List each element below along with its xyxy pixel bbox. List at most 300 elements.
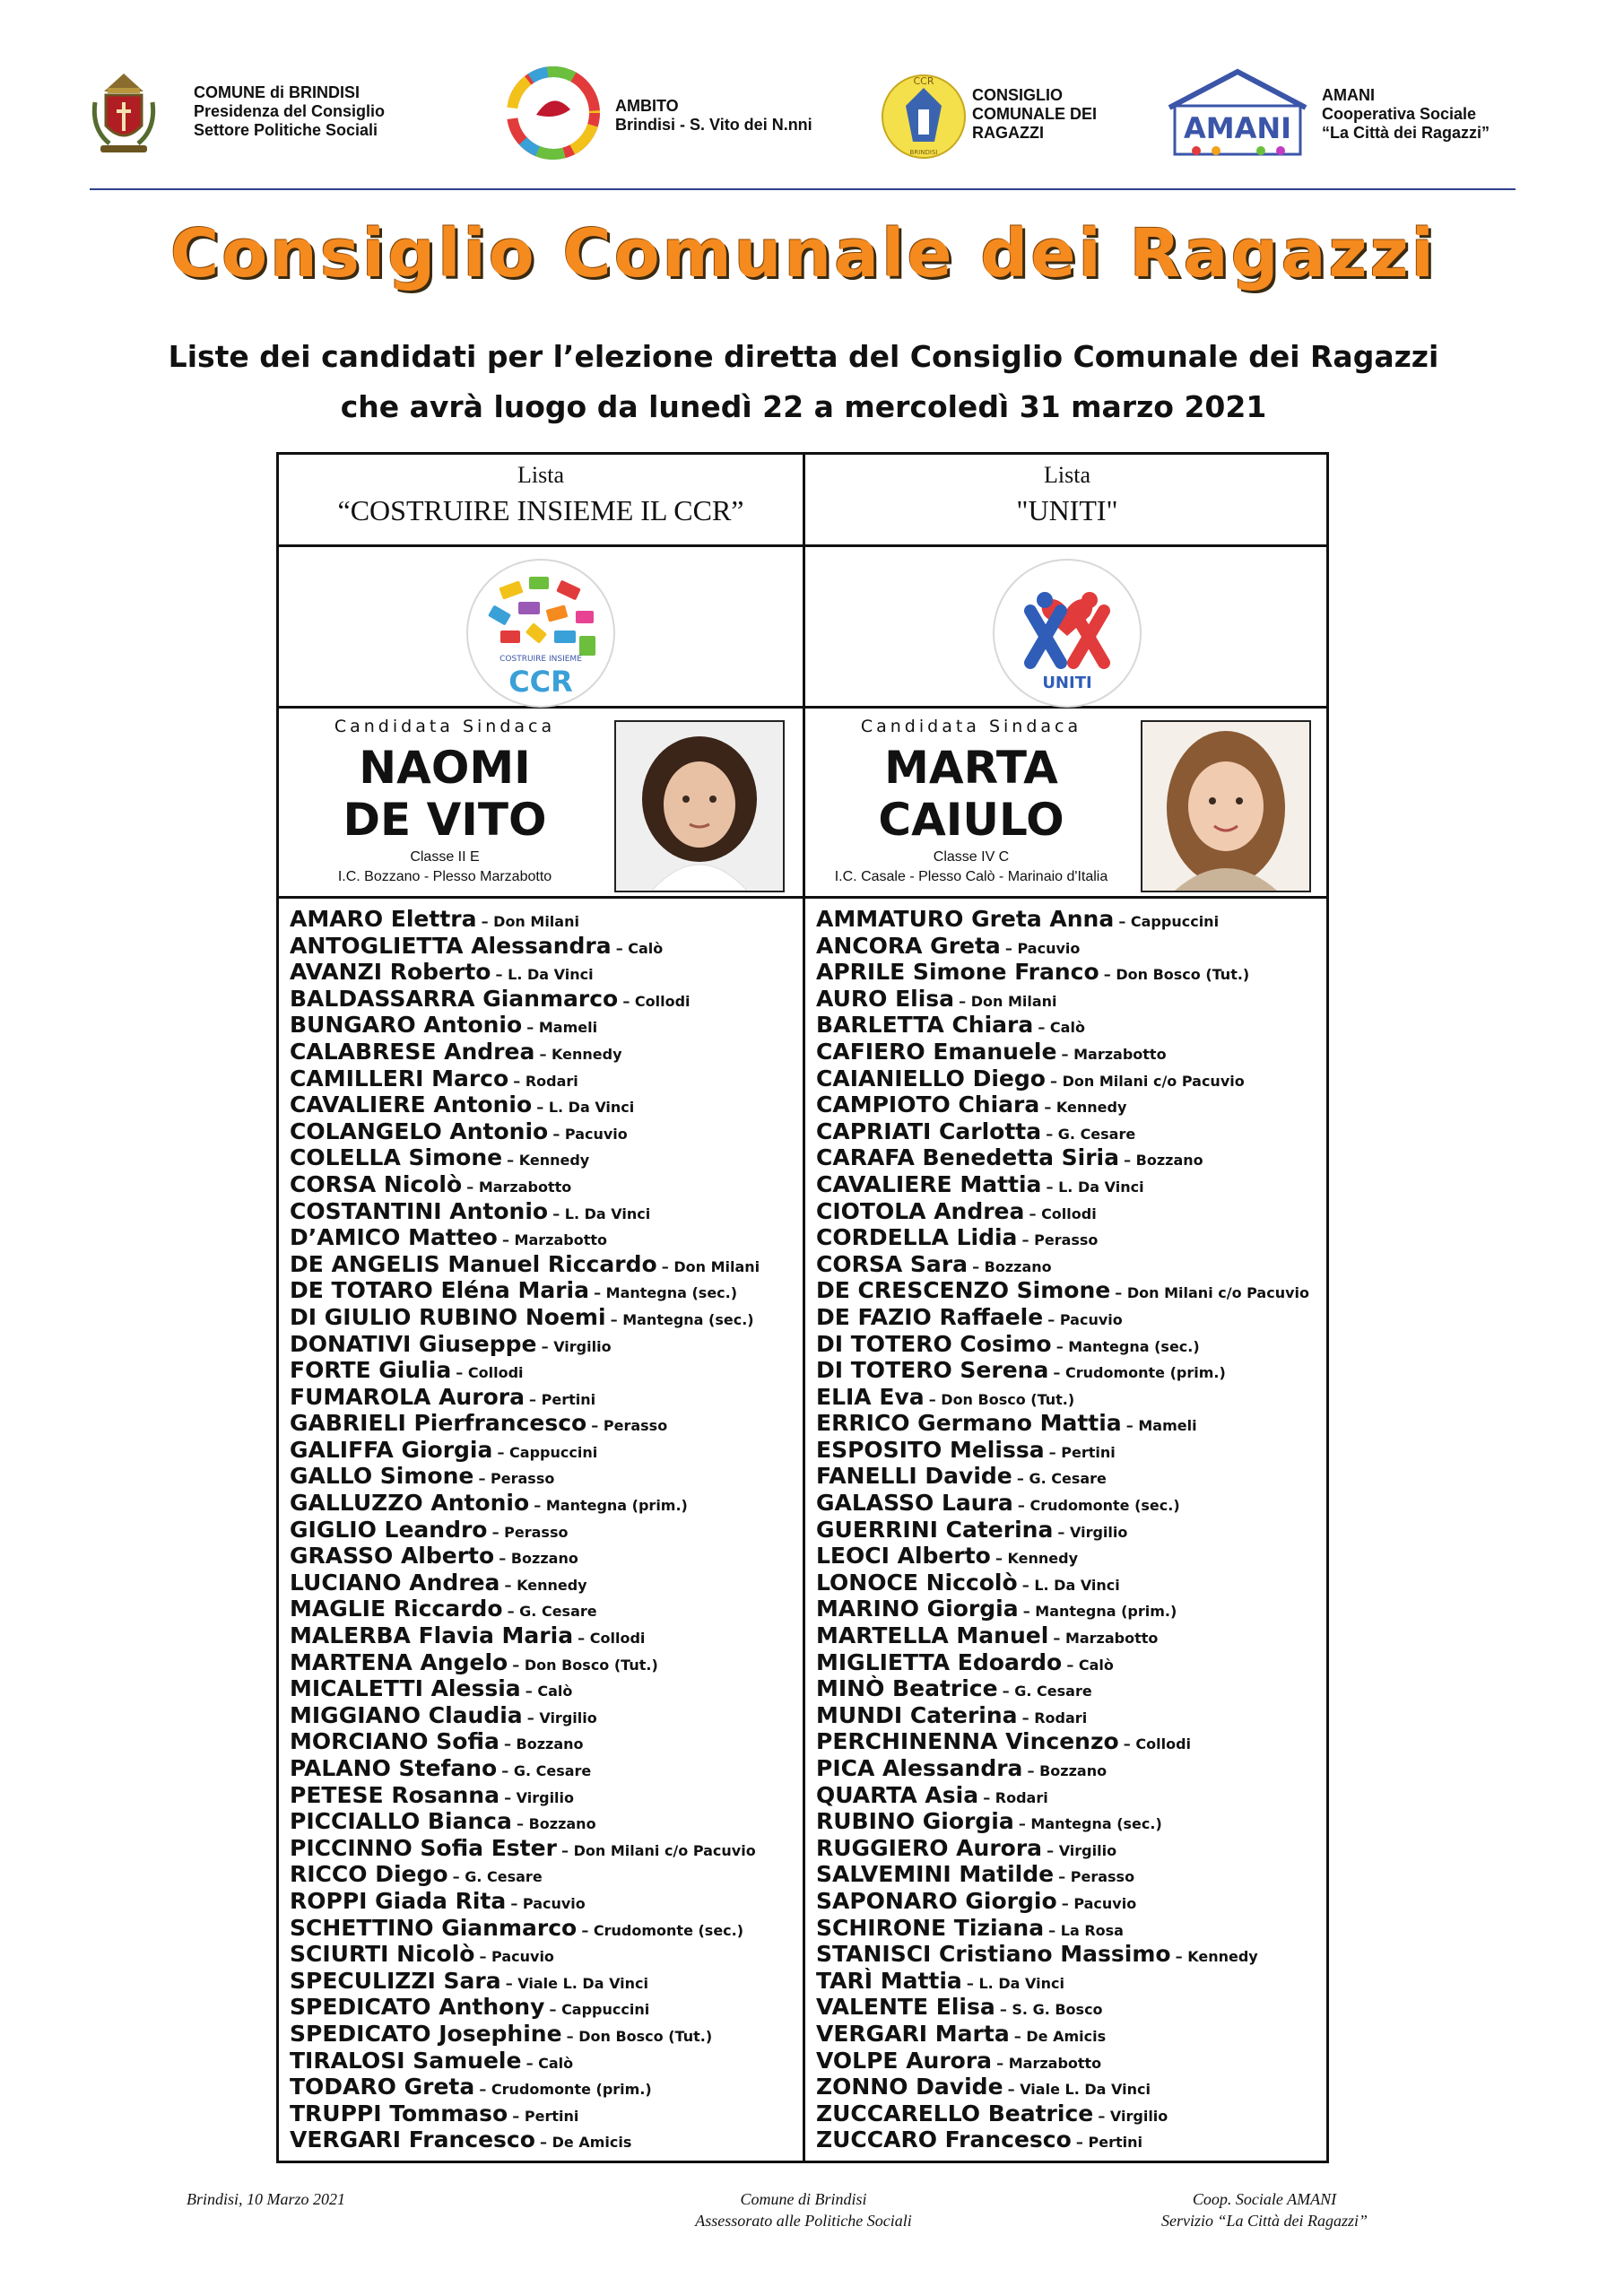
footer-amani <box>1121 2188 1408 2231</box>
candidate-row-school: Cappuccini <box>1130 913 1220 930</box>
candidate-row <box>290 1835 797 1862</box>
candidate-row-separator: – <box>501 1231 515 1249</box>
candidate-row-school: Bozzano <box>1135 1152 1203 1170</box>
candidate-row-school: Crudomonte (sec.) <box>1029 1497 1180 1515</box>
candidate-row <box>290 1915 797 1942</box>
candidate-row <box>290 1861 797 1888</box>
candidate-row-school: Kennedy <box>552 1045 622 1063</box>
candidate-row-separator: – <box>452 1868 465 1886</box>
candidate-row-name: QUARTA Asia <box>816 1781 979 1808</box>
candidate-row-name: FANELLI Davide <box>816 1463 1012 1490</box>
emblem-ccr: CCR <box>508 665 573 699</box>
candidate-row-name: MARTENA Angelo <box>290 1648 508 1675</box>
footer-line: Comune di Brindisi <box>740 2190 867 2208</box>
candidate-row <box>290 1224 797 1251</box>
candidate-row-separator: – <box>499 1550 511 1568</box>
candidate-row-school: Mameli <box>538 1019 598 1037</box>
candidate-row-separator: – <box>1027 1762 1040 1779</box>
candidate-row <box>290 1675 797 1702</box>
candidate-row <box>816 933 1324 960</box>
candidate-row-separator: – <box>1061 1045 1074 1063</box>
candidate-row-separator: – <box>594 1284 606 1302</box>
candidate-row <box>816 1224 1324 1251</box>
candidate-row <box>816 1941 1324 1968</box>
candidate-row <box>290 2126 797 2153</box>
candidate-row <box>290 1091 797 1118</box>
candidate-list <box>816 906 1324 2153</box>
candidate-row-name: RICCO Diego <box>290 1861 448 1888</box>
list-keyword: Lista <box>517 462 564 488</box>
candidate-row-separator: – <box>526 1019 539 1037</box>
candidate-row-school: Perasso <box>603 1417 668 1435</box>
candidate-row <box>290 1304 797 1331</box>
candidate-row-school: G. Cesare <box>519 1603 597 1621</box>
candidate-row-name: SCHIRONE Tiziana <box>816 1914 1045 1941</box>
org-line: Brindisi - S. Vito dei N.nni <box>615 116 812 134</box>
candidate-row-name: MIGGIANO Claudia <box>290 1701 523 1728</box>
candidate-row <box>290 1968 797 1995</box>
emblem-caption: COSTRUIRE INSIEME <box>499 655 582 664</box>
candidate-row <box>290 1888 797 1915</box>
candidate-row-separator: – <box>1053 1364 1065 1382</box>
candidate-row-school: Pacuvio <box>491 1948 554 1966</box>
candidate-row-school: Bozzano <box>528 1815 596 1833</box>
candidate-row-name: CAFIERO Emanuele <box>816 1038 1057 1065</box>
candidate-row-name: SPECULIZZI Sara <box>290 1967 501 1994</box>
candidate-row <box>290 1357 797 1384</box>
candidate-row <box>290 986 797 1013</box>
candidate-row-name: CAPRIATI Carlotta <box>816 1118 1042 1144</box>
candidate-row-separator: – <box>1029 1205 1042 1222</box>
candidate-row <box>290 2074 797 2100</box>
candidate-row <box>816 1144 1324 1171</box>
candidate-row-name: DI GIULIO RUBINO Noemi <box>290 1303 606 1330</box>
candidate-row-separator: – <box>497 1443 510 1461</box>
candidate-row-school: Calò <box>1078 1656 1114 1674</box>
candidate-row-separator: – <box>1103 966 1116 984</box>
candidate-row-separator: – <box>534 1497 546 1515</box>
candidate-photo <box>1141 720 1311 892</box>
candidate-row-name: VOLPE Aurora <box>816 2047 993 2074</box>
candidate-row-school: Kennedy <box>1187 1948 1258 1966</box>
footer-line: Coop. Sociale AMANI <box>1192 2190 1337 2208</box>
candidate-row-school: Mantegna (prim.) <box>545 1497 688 1515</box>
candidate-row <box>816 1198 1324 1225</box>
candidate-row-name: GIGLIO Leandro <box>290 1516 488 1543</box>
candidate-row-name: MINÒ Beatrice <box>816 1675 998 1702</box>
candidate-photo <box>614 720 785 892</box>
candidate-row-school: Pacuvio <box>1017 939 1081 957</box>
candidate-row-name: MARTELLA Manuel <box>816 1622 1049 1649</box>
candidate-row <box>816 1463 1324 1490</box>
candidate-row <box>290 1198 797 1225</box>
candidate-row-name: DE FAZIO Raffaele <box>816 1303 1044 1330</box>
candidate-row-school: Don Milani <box>493 913 579 930</box>
candidate-row <box>816 2021 1324 2048</box>
candidate-row-separator: – <box>501 1762 514 1779</box>
candidate-row <box>816 1702 1324 1729</box>
candidate-row-name: PALANO Stefano <box>290 1755 498 1781</box>
org-comune-brindisi <box>90 61 448 169</box>
candidate-row <box>290 1702 797 1729</box>
candidate-row-school: Marzabotto <box>1008 2054 1102 2072</box>
candidate-row-name: PERCHINENNA Vincenzo <box>816 1728 1119 1755</box>
candidate-row-school: G. Cesare <box>1029 1470 1107 1488</box>
candidate-row-school: Virgilio <box>539 1709 597 1726</box>
candidate-row <box>816 1649 1324 1676</box>
candidate-row-separator: – <box>959 992 971 1010</box>
candidate-row-separator: – <box>1004 939 1018 957</box>
candidate-row-school: Don Milani c/o Pacuvio <box>1062 1072 1245 1090</box>
org-line: COMUNALE DEI <box>972 105 1097 123</box>
coat-of-arms-icon <box>91 66 156 156</box>
candidate-row-name: DE TOTARO Eléna Maria <box>290 1277 589 1304</box>
candidate-row-name: DONATIVI Giuseppe <box>290 1330 537 1357</box>
candidate-row <box>290 2100 797 2127</box>
candidate-row-separator: – <box>504 1788 517 1806</box>
candidate-row-name: GALLUZZO Antonio <box>290 1490 530 1517</box>
candidate-row-name: AMMATURO Greta Anna <box>816 906 1115 932</box>
candidate-row-school: Don Bosco (Tut.) <box>524 1656 658 1674</box>
candidate-row-separator: – <box>1098 2107 1110 2125</box>
candidate-row <box>290 1543 797 1570</box>
candidate-row-name: CIOTOLA Andrea <box>816 1197 1025 1224</box>
candidate-row-name: MALERBA Flavia Maria <box>290 1622 574 1649</box>
candidate-row-school: Kennedy <box>1055 1099 1127 1117</box>
candidate-row-name: CORSA Sara <box>816 1250 968 1277</box>
candidate-row <box>816 1570 1324 1596</box>
candidate-row-name: CAMPIOTO Chiara <box>816 1091 1040 1118</box>
candidate-row-school: Pertini <box>1061 1443 1116 1461</box>
candidate-row-separator: – <box>536 1099 549 1117</box>
candidate-row-name: SCHETTINO Gianmarco <box>290 1914 578 1941</box>
candidate-row-school: Calò <box>537 1683 573 1700</box>
candidate-row-separator: – <box>983 1788 995 1806</box>
candidate-row-name: ERRICO Germano Mattia <box>816 1410 1122 1437</box>
candidate-row-separator: – <box>561 1841 574 1859</box>
candidate-row <box>290 933 797 960</box>
candidate-row-school: Perasso <box>504 1523 569 1541</box>
candidate-row-separator: – <box>495 966 508 984</box>
candidate-class: Classe II E <box>410 849 480 865</box>
candidate-row-separator: – <box>995 1550 1008 1568</box>
candidate-row-school: Perasso <box>491 1470 555 1488</box>
candidate-row-name: ANCORA Greta <box>816 932 1001 959</box>
candidate-row-school: L. Da Vinci <box>978 1974 1064 1992</box>
candidate-row <box>290 1065 797 1092</box>
org-ccr <box>879 61 1148 169</box>
candidate-row-name: COSTANTINI Antonio <box>290 1197 549 1224</box>
candidate-row <box>816 1622 1324 1649</box>
candidate-row-name: CARAFA Benedetta Siria <box>816 1144 1119 1171</box>
candidate-row <box>290 906 797 933</box>
candidate-row <box>816 2126 1324 2153</box>
candidate-row <box>816 1039 1324 1065</box>
candidate-row-name: CORDELLA Lidia <box>816 1224 1018 1251</box>
candidate-role: Candidata Sindaca <box>334 717 556 736</box>
candidate-row-name: MIGLIETTA Edoardo <box>816 1648 1063 1675</box>
candidate-row-separator: – <box>1048 1921 1061 1939</box>
org-line: Settore Politiche Sociali <box>194 121 378 139</box>
candidate-row-name: BUNGARO Antonio <box>290 1012 523 1039</box>
candidate-name <box>805 742 1137 846</box>
candidate-row-school: L. Da Vinci <box>548 1099 635 1117</box>
candidate-row-school: L. Da Vinci <box>508 966 594 984</box>
candidate-row-school: Marzabotto <box>478 1178 572 1196</box>
candidate-row-name: LEOCI Alberto <box>816 1543 991 1570</box>
candidate-row <box>290 959 797 986</box>
candidate-row-separator: – <box>1047 1841 1059 1859</box>
candidate-row-name: FUMAROLA Aurora <box>290 1383 525 1410</box>
candidate-row-name: APRILE Simone Franco <box>816 959 1099 986</box>
candidate-last-name: DE VITO <box>343 794 547 846</box>
candidate-row <box>816 1517 1324 1544</box>
candidate-row <box>816 1012 1324 1039</box>
candidate-row-name: COLELLA Simone <box>290 1144 503 1171</box>
candidate-row <box>816 1091 1324 1118</box>
candidate-row <box>816 1596 1324 1622</box>
candidate-row-name: MAGLIE Riccardo <box>290 1596 503 1622</box>
list-keyword: Lista <box>1044 462 1090 488</box>
candidate-row <box>290 1622 797 1649</box>
candidate-row-school: Cappuccini <box>561 2001 650 2019</box>
candidate-row-school: Marzabotto <box>1073 1045 1167 1063</box>
candidate-row-school: Don Milani <box>673 1257 760 1275</box>
candidate-row-separator: – <box>1044 1099 1056 1117</box>
candidate-row-name: COLANGELO Antonio <box>290 1118 549 1144</box>
candidate-row <box>816 1331 1324 1358</box>
ambito-logo <box>500 65 606 161</box>
candidate-row-separator: – <box>1047 1310 1060 1328</box>
candidate-row <box>816 1543 1324 1570</box>
candidate-row-separator: – <box>539 1045 552 1063</box>
candidate-row-name: AURO Elisa <box>816 985 955 1012</box>
candidate-row-separator: – <box>578 1630 590 1648</box>
footer-line: Assessorato alle Politiche Sociali <box>695 2212 912 2230</box>
candidate-row-separator: – <box>591 1417 604 1435</box>
candidate-row-name: SALVEMINI Matilde <box>816 1861 1055 1888</box>
candidate-row-separator: – <box>525 1683 538 1700</box>
candidate-row-school: Pacuvio <box>522 1894 586 1912</box>
org-amani <box>1162 61 1516 169</box>
candidate-row-name: GABRIELI Pierfrancesco <box>290 1410 587 1437</box>
candidate-row-school: De Amicis <box>552 2134 632 2152</box>
candidate-row <box>290 1118 797 1145</box>
candidate-row <box>816 1384 1324 1411</box>
candidate-row-separator: – <box>1115 1284 1127 1302</box>
candidate-row-separator: – <box>1038 1019 1050 1037</box>
candidate-row-name: ELIA Eva <box>816 1383 925 1410</box>
candidate-row-name: DE CRESCENZO Simone <box>816 1277 1111 1304</box>
candidate-row-school: Mantegna (sec.) <box>622 1310 754 1328</box>
candidate-row-separator: – <box>1021 1576 1035 1594</box>
candidate-row <box>290 1384 797 1411</box>
candidate-row <box>290 2021 797 2048</box>
candidate-row-separator: – <box>513 1072 526 1090</box>
candidate-row <box>290 1941 797 1968</box>
candidate-row <box>290 1490 797 1517</box>
candidate-row <box>816 1808 1324 1835</box>
candidate-row-school: Don Milani c/o Pacuvio <box>573 1841 756 1859</box>
candidate-row-separator: – <box>478 1470 491 1488</box>
candidate-row-school: Virgilio <box>1070 1523 1128 1541</box>
candidate-row-separator: – <box>481 913 494 930</box>
candidate-row-school: G. Cesare <box>513 1762 592 1779</box>
candidate-row-separator: – <box>540 2134 552 2152</box>
candidate-row-name: FORTE Giulia <box>290 1357 452 1384</box>
candidate-row <box>816 1968 1324 1995</box>
candidate-row-separator: – <box>966 1974 979 1992</box>
candidate-row-separator: – <box>1066 1656 1079 1674</box>
candidate-row <box>816 1437 1324 1464</box>
candidate-row-school: Virgilio <box>516 1788 575 1806</box>
candidate-row <box>290 1012 797 1039</box>
uniti-emblem-icon <box>991 557 1143 709</box>
candidate-row-separator: – <box>996 2054 1009 2072</box>
candidate-row <box>816 2074 1324 2100</box>
candidate-row-school: Pacuvio <box>1073 1894 1137 1912</box>
candidate-row-name: GALIFFA Giorgia <box>290 1436 493 1463</box>
org-line: RAGAZZI <box>972 124 1044 142</box>
candidate-row-separator: – <box>549 2001 562 2019</box>
candidate-row-separator: – <box>512 2107 525 2125</box>
candidate-row-name: TIRALOSI Samuele <box>290 2047 522 2074</box>
candidate-row-school: Kennedy <box>1007 1550 1078 1568</box>
candidate-row-name: CAVALIERE Antonio <box>290 1091 533 1118</box>
org-line: Cooperativa Sociale <box>1322 105 1477 123</box>
candidate-row-separator: – <box>622 992 635 1010</box>
candidate-row <box>816 1888 1324 1915</box>
candidate-row-separator: – <box>491 1523 505 1541</box>
candidate-row-school: L. Da Vinci <box>1058 1178 1144 1196</box>
candidate-row-school: Virgilio <box>1109 2107 1168 2125</box>
candidate-row-school: L. Da Vinci <box>564 1205 651 1222</box>
candidate-row-school: Viale L. Da Vinci <box>517 1974 649 1992</box>
candidate-row-separator: – <box>503 1735 517 1753</box>
candidate-row-school: Crudomonte (prim.) <box>491 2081 652 2099</box>
candidate-row-separator: – <box>507 1603 520 1621</box>
header-divider <box>90 188 1516 190</box>
candidate-row-name: CORSA Nicolò <box>290 1170 463 1197</box>
candidate-row <box>290 1171 797 1198</box>
candidate-row-school: Rodari <box>995 1788 1048 1806</box>
candidate-row-school: Cappuccini <box>509 1443 598 1461</box>
candidate-list <box>290 906 797 2153</box>
candidate-row-separator: – <box>1124 1152 1136 1170</box>
candidate-row-school: Virgilio <box>553 1337 612 1355</box>
candidate-school: I.C. Casale - Plesso Calò - Marinaio d'Italia <box>834 869 1108 884</box>
emblem-caption: UNITI <box>1042 674 1092 692</box>
candidate-row <box>290 1517 797 1544</box>
candidate-row-separator: – <box>516 1815 529 1833</box>
candidate-row-name: VERGARI Francesco <box>290 2126 535 2153</box>
candidate-row-school: Marzabotto <box>514 1231 607 1249</box>
candidate-row-school: La Rosa <box>1060 1921 1124 1939</box>
candidate-row-school: Calò <box>538 2054 574 2072</box>
candidate-row-school: Rodari <box>1034 1709 1088 1726</box>
candidate-row <box>290 1994 797 2021</box>
candidate-row <box>816 1304 1324 1331</box>
ccr-lego-emblem-icon <box>465 557 617 709</box>
candidate-row-name: GALLO Simone <box>290 1463 474 1490</box>
candidate-row-school: G. Cesare <box>1057 1125 1136 1143</box>
candidate-row-separator: – <box>999 2001 1012 2019</box>
footer-line: Servizio “La Città dei Ragazzi” <box>1160 2212 1368 2230</box>
candidate-school: I.C. Bozzano - Plesso Marzabotto <box>337 869 552 884</box>
candidate-row-school: Bozzano <box>510 1550 578 1568</box>
org-line: COMUNE di BRINDISI <box>194 83 360 101</box>
candidate-row-name: DI TOTERO Serena <box>816 1357 1049 1384</box>
candidate-row-name: AMARO Elettra <box>290 906 477 932</box>
candidate-row-school: Don Bosco (Tut.) <box>578 2027 713 2045</box>
candidate-row-school: Collodi <box>1135 1735 1192 1753</box>
candidate-row-school: Don Milani c/o Pacuvio <box>1126 1284 1310 1302</box>
candidate-row-school: Perasso <box>1034 1231 1099 1249</box>
candidate-row-name: ZUCCARELLO Beatrice <box>816 2100 1094 2126</box>
candidate-row <box>816 1171 1324 1198</box>
candidate-row-separator: – <box>1048 1443 1062 1461</box>
candidate-row-school: Mantegna (sec.) <box>1030 1815 1162 1833</box>
candidate-row-name: SPEDICATO Josephine <box>290 2020 562 2047</box>
candidate-row-school: Calò <box>628 939 664 957</box>
candidate-row-school: Viale L. Da Vinci <box>1020 2081 1151 2099</box>
ballot-table <box>276 452 1329 2163</box>
candidate-row-name: STANISCI Cristiano Massimo <box>816 1941 1171 1968</box>
candidate-row-school: Mantegna (prim.) <box>1035 1603 1177 1621</box>
candidate-row-separator: – <box>507 1152 519 1170</box>
candidate-row-separator: – <box>1075 2134 1089 2152</box>
candidate-row-name: BALDASSARRA Gianmarco <box>290 985 619 1012</box>
candidate-row <box>816 1994 1324 2021</box>
candidate-row-name: MORCIANO Sofia <box>290 1728 499 1755</box>
candidate-row <box>816 1835 1324 1862</box>
candidate-row <box>290 1277 797 1304</box>
candidate-row-separator: – <box>1021 1231 1035 1249</box>
candidate-row-name: SAPONARO Giorgio <box>816 1887 1057 1914</box>
candidate-row-separator: – <box>661 1257 674 1275</box>
candidate-row-name: ROPPI Giada Rita <box>290 1887 507 1914</box>
list-name: "UNITI" <box>1016 494 1118 526</box>
candidate-row <box>816 2100 1324 2127</box>
candidate-row-name: MUNDI Caterina <box>816 1701 1018 1728</box>
list-name: “COSTRUIRE INSIEME IL CCR” <box>337 494 744 526</box>
candidate-row-separator: – <box>972 1257 985 1275</box>
candidate-row-separator: – <box>552 1125 565 1143</box>
candidate-row-separator: – <box>1058 1868 1071 1886</box>
candidate-first-name: MARTA <box>884 742 1058 794</box>
subtitle-line-1: Liste dei candidati per l’elezione diretta del Consiglio Comunale dei Ragazzi <box>168 339 1439 374</box>
footer-line: Brindisi, 10 Marzo 2021 <box>187 2190 346 2208</box>
candidate-row <box>816 1065 1324 1092</box>
candidate-row-name: SPEDICATO Anthony <box>290 1994 545 2021</box>
candidate-row <box>816 1277 1324 1304</box>
candidate-row-school: Marzabotto <box>1064 1630 1159 1648</box>
candidate-row-school: Collodi <box>589 1630 646 1648</box>
candidate-row-separator: – <box>1175 1948 1188 1966</box>
candidate-row-school: Collodi <box>467 1364 524 1382</box>
candidate-row <box>290 1570 797 1596</box>
list-uniti <box>805 455 1329 2161</box>
candidate-row-separator: – <box>456 1364 468 1382</box>
candidate-row-separator: – <box>1046 1178 1059 1196</box>
candidate-row-separator: – <box>1018 1815 1031 1833</box>
candidate-row-separator: – <box>1050 1072 1063 1090</box>
candidate-row-separator: – <box>526 1709 540 1726</box>
candidate-row-separator: – <box>541 1337 554 1355</box>
candidate-row-school: Rodari <box>525 1072 578 1090</box>
candidate-row-separator: – <box>1007 2081 1021 2099</box>
candidate-row-name: D’AMICO Matteo <box>290 1224 498 1251</box>
